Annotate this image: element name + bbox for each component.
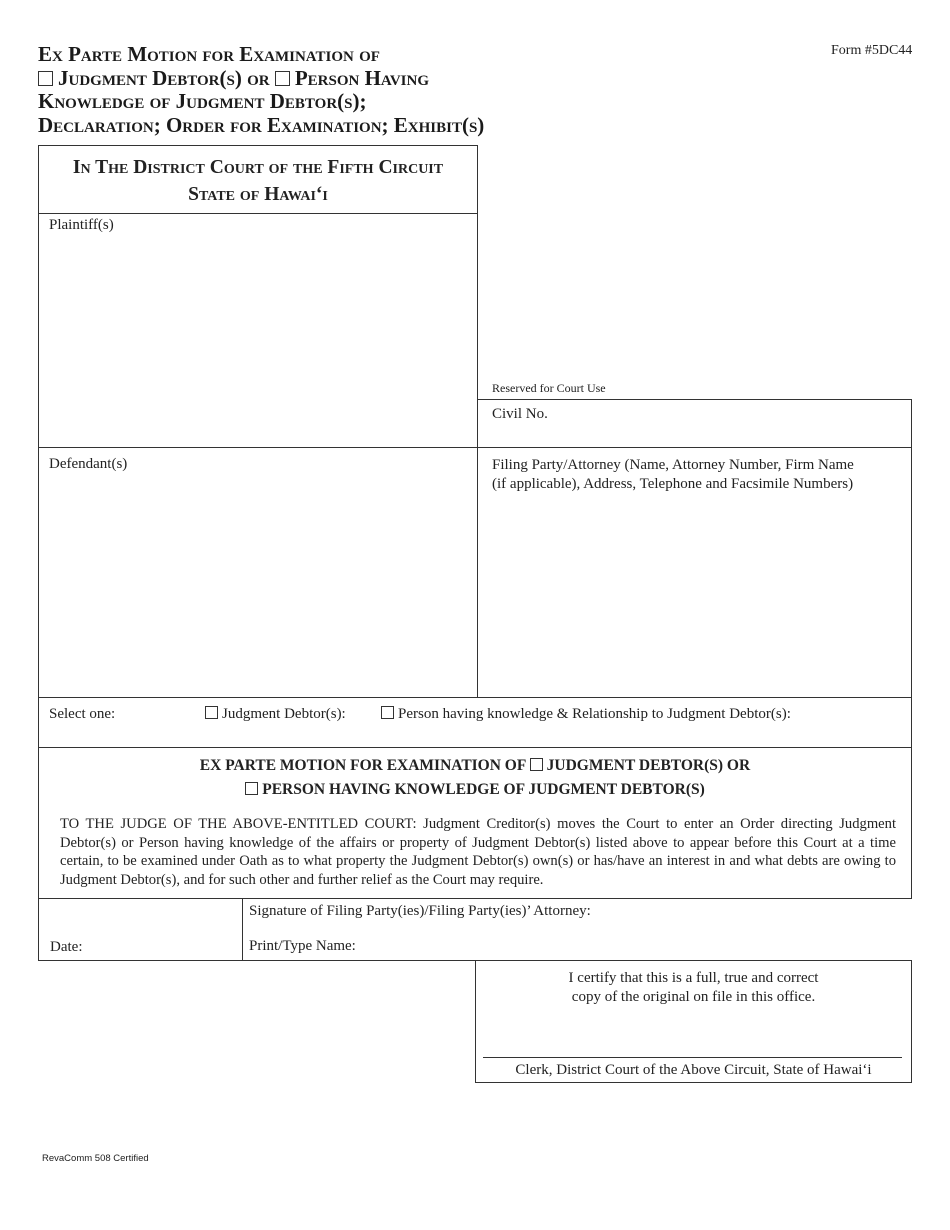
divider [475,1082,912,1083]
option-person-knowledge-label: Person having knowledge & Relationship to Judgment Debtor(s): [398,706,791,722]
divider [242,898,243,961]
signature-label: Signature of Filing Party(ies)/Filing Party(ies)’ Attorney: [249,903,591,919]
reserved-label: Reserved for Court Use [492,381,606,395]
title-line-1: Ex Parte Motion for Examination of [38,42,380,66]
motion-body: TO THE JUDGE OF THE ABOVE-ENTITLED COURT: Judgment Creditor(s) moves the Court to enter an Order directing Judgment Debtor(s) or Person having knowledge of the affairs or property of Judgment Debtor(s) listed above to appear before this Court at a time certain, to be examined under Oath as to what property the Judgment Debtor(s) own(s) or has/have an interest in and what debts are owing to Judgment Debtor(s), and for such other and further relief as the Court may require. [60,816,896,889]
divider [477,145,478,698]
checkbox-person-knowledge-title[interactable] [275,71,290,86]
filing-party-label [492,456,854,493]
motion-heading-1 [38,757,912,775]
title-line-2a: Judgment Debtor(s) or [58,65,270,90]
motion-heading-1b: JUDGMENT DEBTOR(S) OR [546,757,751,774]
option-person-knowledge[interactable] [381,706,791,723]
title-line-4: Declaration; Order for Examination; Exhibit(s) [38,112,485,137]
civil-no-label: Civil No. [492,406,548,422]
divider [38,213,478,214]
form-number: Form #5DC44 [831,43,913,58]
divider [911,960,912,1083]
divider [38,898,912,899]
divider [38,747,912,748]
title-line-2 [38,67,484,91]
date-label: Date: [50,939,83,955]
checkbox-judgment-debtor-motion[interactable] [530,758,543,771]
checkbox-judgment-debtor[interactable] [205,706,218,719]
option-judgment-debtor-label: Judgment Debtor(s): [222,706,346,722]
select-one-label: Select one: [49,706,116,722]
divider [38,697,912,698]
certify-line-2: copy of the original on file in this office. [571,989,816,1005]
clerk-signature-line [483,1057,902,1058]
clerk-label: Clerk, District Court of the Above Circuit, State of Hawai‘i [515,1062,872,1078]
defendant-field[interactable] [39,480,476,695]
footer-certified: RevaComm 508 Certified [42,1153,149,1164]
title-line-3: Knowledge of Judgment Debtor(s); [38,89,367,113]
plaintiff-field[interactable] [39,240,476,445]
court-line-1: In The District Court of the Fifth Circuit [72,157,444,178]
divider [477,399,912,400]
title-line-2b: Person Having [294,65,429,90]
option-judgment-debtor[interactable] [205,706,346,723]
certify-line-1: I certify that this is a full, true and correct [568,970,819,986]
divider [38,145,478,146]
motion-heading-2-text: PERSON HAVING KNOWLEDGE OF JUDGMENT DEBTOR(S) [262,781,705,798]
court-line-2: State of Hawai‘i [188,184,328,205]
divider [38,447,912,448]
motion-heading-2 [38,781,912,799]
checkbox-judgment-debtor-title[interactable] [38,71,53,86]
certification-text [476,969,911,1007]
filing-party-line-2: (if applicable), Address, Telephone and Facsimile Numbers) [492,475,854,492]
divider [911,399,912,698]
checkbox-person-knowledge-motion[interactable] [245,782,258,795]
defendant-label: Defendant(s) [49,456,128,472]
filing-party-line-1: Filing Party/Attorney (Name, Attorney Number, Firm Name [492,457,854,473]
checkbox-person-knowledge[interactable] [381,706,394,719]
plaintiff-label: Plaintiff(s) [49,217,114,233]
form-title [38,43,484,137]
court-heading [38,154,478,208]
print-name-label: Print/Type Name: [249,938,356,954]
motion-heading-1a: EX PARTE MOTION FOR EXAMINATION OF [199,757,526,774]
